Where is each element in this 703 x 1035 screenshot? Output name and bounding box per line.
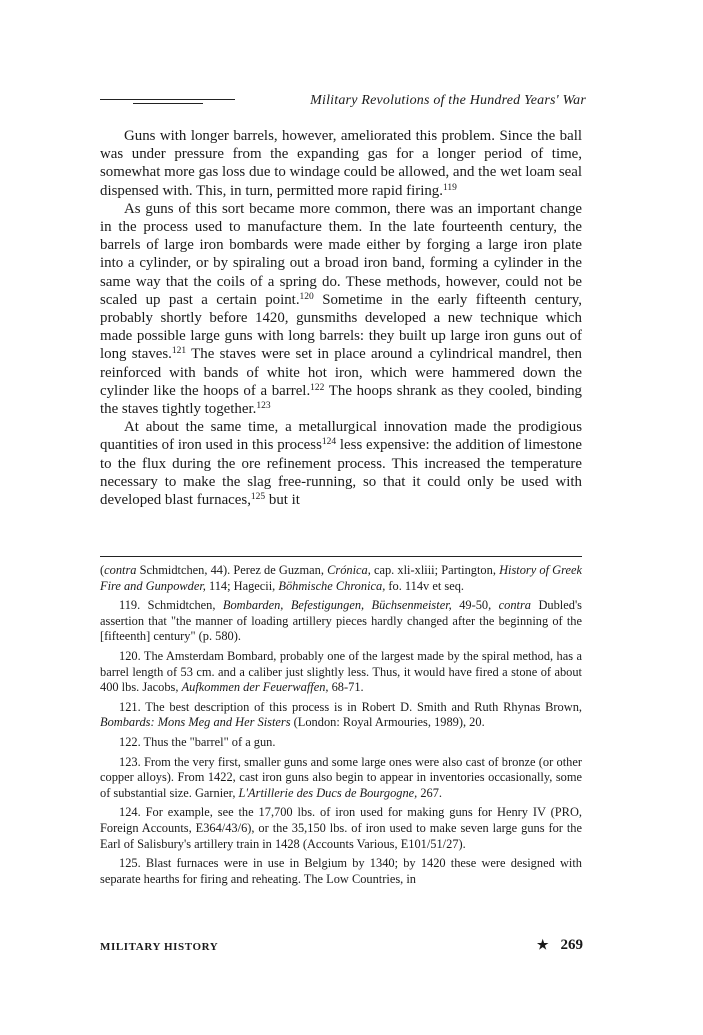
page-footer-right — [537, 937, 583, 954]
paragraph-3: At about the same time, a metallurgical innovation made the prodigious quantities of iron used in this process$^{124}$ less expensive: the addition of limestone to the flux during the ore refinement process. This increased the temperature necessary to make the slag free-running, so that it could only be used with developed blast furnaces,$^{125}$ but it — [100, 419, 582, 509]
journal-name: MILITARY HISTORY — [100, 941, 219, 953]
footnote-120: 120. The Amsterdam Bombard, probably one of the largest made by the spiral method, has a barrel length of 53 cm. and a caliber just slightly less. Thus, it would have fired a stone of about 400 lbs. Jacobs, Aufkommen der Feuerwaffen, 68-71. — [100, 648, 582, 695]
footnote-continued: (contra Schmidtchen, 44). Perez de Guzman, Crónica, cap. xli-xliii; Partington, History of Greek Fire and Gunpowder, 114; Hagecii, Böhmische Chronica, fo. 114v et seq. — [100, 563, 582, 593]
footnote-123: 123. From the very first, smaller guns and some large ones were also cast of bronze (or other copper alloys). From 1422, cast iron guns also begin to appear in inventories occasionally, some of substantial size. Garnier, L'Artillerie des Ducs de Bourgogne, 267. — [100, 754, 582, 800]
body-text — [100, 127, 582, 509]
header-rule-short — [133, 103, 203, 104]
footnote-125: 125. Blast furnaces were in use in Belgium by 1340; by 1420 these were designed with separate hearths for firing and reheating. The Low Countries, in — [100, 856, 582, 886]
running-head: Military Revolutions of the Hundred Years' War — [310, 93, 586, 108]
paragraph-1: Guns with longer barrels, however, ameliorated this problem. Since the ball was under pressure from the expanding gas for a longer period of time, somewhat more gas loss due to windage could be allowed, and the wet loam seal dispensed with. This, in turn, permitted more rapid firing.$^{119}$ — [100, 128, 582, 199]
footnote-ref-119: 119 — [442, 182, 457, 193]
footnote-ref-120: 120 — [299, 291, 314, 302]
footnote-ref-125: 125 — [250, 492, 266, 503]
footnote-119: 119. Schmidtchen, Bombarden, Befestigungen, Büchsenmeister, 49-50, contra Dubled's assertion that "the manner of loading artillery pieces hardly changed after the beginning of the [fifteenth] century" (p. 580). — [100, 598, 582, 644]
footnote-121: 121. The best description of this process is in Robert D. Smith and Ruth Rhynas Brown, Bombards: Mons Meg and Her Sisters (London: Royal Armouries, 1989), 20. — [100, 699, 582, 730]
paragraph-2: As guns of this sort became more common, there was an important change in the process used to manufacture them. In the late fourteenth century, the barrels of large iron bombards were made either by forging a large iron plate into a cylinder, or by spiraling out a broad iron band, forming a cylinder in the same way that the coils of a spring do. These methods, however, could not be scaled up past a certain point.$^{120}$ Sometime in the early fifteenth century, probably shortly before 1420, gunsmiths developed a new technique which made possible large guns with long barrels: they built up large iron guns out of long staves.$^{121}$ The staves were set in place around a cylindrical mandrel, then reinforced with bands of white hot iron, which were hammered down the cylinder like the hoops of a barrel.$^{122}$ The hoops shrank as they cooled, binding the staves tightly together.$^{123}$ — [100, 200, 582, 418]
footnote-ref-122: 122 — [310, 382, 325, 393]
star-icon: ★ — [536, 937, 549, 952]
footnote-124: 124. For example, see the 17,700 lbs. of iron used for making guns for Henry IV (PRO, Foreign Accounts, E364/43/6), or the 35,150 lbs. of iron used to make seven large guns for the Earl of Salisbury's artillery train in 1428 (Accounts Various, E101/51/27). — [100, 805, 582, 851]
page-number: 269 — [560, 937, 583, 953]
footnote-divider — [100, 556, 582, 557]
footnote-ref-121: 121 — [171, 346, 187, 357]
footnote-122: 122. Thus the "barrel" of a gun. — [119, 734, 276, 749]
footnote-ref-123: 123 — [256, 401, 271, 412]
footnote-ref-124: 124 — [321, 437, 337, 448]
header-rule — [100, 99, 235, 100]
footnotes — [100, 563, 582, 891]
